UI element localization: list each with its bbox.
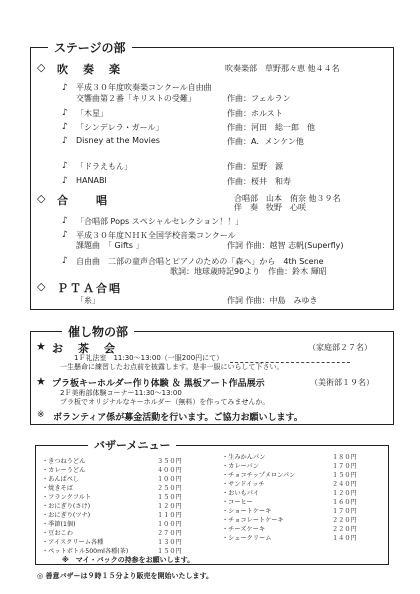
menu-item-price: １５０円 [332,472,357,479]
menu-item-name: ・アイスクリーム各種 [42,539,104,546]
menu-item-price: １６０円 [332,499,357,506]
chorus-performer: 合唱部 山本 侑奈 他３９名 [234,194,341,203]
plaban-schedule: 2Ｆ美術部体験コーナー11:30～13:00 [60,389,182,397]
tea-org: （家庭部２７名） [308,343,372,352]
bazaar-menu-right [222,452,372,542]
menu-item-price: １７０円 [332,508,357,515]
chorus-piece-title: 平成３０年度ＮＨＫ全国学校音楽コンクール [76,231,236,240]
menu-item-price: ２２０円 [332,526,357,533]
chorus-mark-icon: ◇ [37,192,48,205]
menu-item [222,506,372,515]
volunteer-text: ボランティア係が募金活動を行います。ご協力お願いします。 [53,413,303,423]
star-icon: ★ [36,340,48,353]
brass-piece-title: HANABI [76,176,107,185]
menu-item [222,497,372,506]
menu-item [222,515,372,524]
menu-item-name: ・チョコチップメロンパン [222,472,296,479]
menu-item-name: ・季節(1個) [42,521,76,528]
menu-item [222,488,372,497]
menu-item-name: ・シュークリーム [222,535,272,542]
brass-piece-composer: 作曲：フェルラン [227,94,291,103]
menu-item [42,465,192,474]
menu-item-price: ３５０円 [157,458,182,465]
menu-item-name: ・ペットボトル500ml各種(茶) [42,548,129,555]
menu-item-price: １００円 [157,521,182,528]
menu-item-name: ・サンドイッチ [222,481,265,488]
brass-mark-icon: ◇ [37,61,48,74]
music-note-icon: ♪ [62,122,68,132]
menu-item [42,519,192,528]
menu-item-price: １２０円 [332,490,357,497]
brass-piece-composer: 作曲：河田 総一郎 他 [227,123,315,132]
menu-item [42,528,192,537]
music-note-icon: ♪ [62,108,68,118]
music-note-icon: ♪ [62,136,68,146]
menu-item-name: ・チョコレートケーキ [222,517,284,524]
menu-item-price: １２０円 [157,503,182,510]
bazaar-menu-left [42,456,192,555]
menu-item [222,452,372,461]
menu-item-name: ・おいもパイ [222,490,260,497]
menu-item [42,510,192,519]
pta-piece-title: 「糸」 [76,296,100,305]
menu-item-name: ・きつねうどん [42,458,86,465]
menu-item [222,524,372,533]
menu-item [42,501,192,510]
menu-item [222,470,372,479]
plaban-org: （美術部１９名） [310,378,374,387]
chorus-heading: 合 唱 [57,194,109,207]
menu-item-name: ・チーズケーキ [222,526,266,533]
bazaar-note: ※ マイ・バックの持参をお願いします。 [62,556,195,564]
menu-item-price: ２４０円 [332,481,357,488]
menu-item-price: ４００円 [157,467,182,474]
menu-item-price: １５０円 [157,494,182,501]
brass-piece-title: 「木星」 [76,109,108,118]
menu-item [222,533,372,542]
menu-item-price: １８０円 [332,454,357,461]
plaban-description: プラ板でオリジナルなキーホルダー（無料）を作ってみませんか。 [60,398,270,406]
brass-piece-composer: 作曲：ホルスト [227,109,283,118]
menu-item [42,456,192,465]
menu-item-price: ２７０円 [157,530,182,537]
stage-section-title: ステージの部 [48,39,132,56]
brass-piece-title: 「シンデレラ・ガール」 [76,123,164,132]
chorus-piece-title: 自由曲 二部の童声合唱とピアノのための「森へ」から 4th Scene [76,257,324,266]
music-note-icon: ♪ [62,176,68,186]
menu-item-price: ２５０円 [157,485,182,492]
brass-piece-title: 平成３０年度吹奏楽コンクール自由曲 [76,83,212,92]
chorus-piece-title: 「合唱部 Pops スペシャルセレクション！！」 [76,217,244,226]
menu-item-name: ・焼きそば [42,485,73,492]
brass-piece-composer: 作曲：星野 源 [227,162,283,171]
menu-item-name: ・フランクフルト [42,494,92,501]
music-note-icon: ♪ [62,161,68,171]
star-icon: ★ [36,375,48,388]
tea-description: 一生懸命に練習したお点前を披露します。是非一服にいらして下さい。 [60,363,284,371]
menu-item-name: ・カレーパン [222,463,259,470]
music-note-icon: ♪ [62,216,68,226]
chorus-piece-composer: 作詞 作曲：越智 志帆(Superfly) [227,241,344,250]
menu-item [222,479,372,488]
menu-item [42,492,192,501]
plaban-heading: プラ板キーホルダー作り体験 ＆ 黒板アート作品展示 [52,379,265,389]
menu-item-name: ・豆おこわ [42,530,73,537]
brass-piece-title: Disney at the Movies [76,136,160,145]
music-note-icon: ♪ [62,83,68,93]
bazaar-footer: ◎ 善意バザーは９時１５分より販売を開始いたします。 [37,572,213,580]
menu-item-price: ２２０円 [332,517,357,524]
note-mark-icon: ※ [37,410,45,420]
menu-item [222,461,372,470]
events-section-title: 催し物の部 [62,323,134,340]
brass-performer: 吹奏楽部 草野那々恵 他４４名 [225,64,340,73]
menu-item-name: ・おにぎり(ツナ) [42,512,91,519]
menu-item [42,483,192,492]
menu-item-name: ・カレーうどん [42,467,86,474]
menu-item-name: ・ショートケーキ [222,508,272,515]
menu-item [42,537,192,546]
tea-heading: お 茶 会 [52,342,117,355]
pta-piece-composer: 作詞 作曲：中島 みゆき [227,296,318,305]
pta-heading: ＰＴＡ合唱 [57,282,122,295]
pta-mark-icon: ◇ [37,280,48,293]
menu-item-name: ・おにぎり(さけ) [42,503,91,510]
divider [230,362,350,363]
chorus-piece-title: 歌詞：地球歳時記90より 作曲：鈴木 輝昭 [170,267,327,276]
menu-item-price: １１０円 [157,512,182,519]
menu-item-price: １５０円 [157,548,182,555]
brass-piece-composer: 作曲：A．メンケン他 [227,137,304,146]
menu-item-price: １３０円 [157,539,182,546]
menu-item [42,546,192,555]
menu-item-name: ・生みかんパン [222,454,266,461]
tea-schedule: 1Ｆ礼法室 11:30～13:00（一服200円にて） [74,354,224,362]
brass-heading: 吹 奏 楽 [57,63,122,76]
menu-item-price: １４０円 [332,535,357,542]
menu-item [42,474,192,483]
music-note-icon: ♪ [62,256,68,266]
brass-piece-composer: 作曲：桜井 和寿 [227,177,291,186]
menu-item-price: １７０円 [332,463,357,470]
chorus-accompanist: 伴 奏 牧野 心咲 [234,203,306,212]
music-note-icon: ♪ [62,230,68,240]
menu-item-name: ・コーヒー [222,499,253,506]
bazaar-section-title: バザーメニュー [88,437,176,453]
chorus-piece-title: 課題曲 「 Gifts 」 [76,241,144,250]
menu-item-price: １００円 [157,476,182,483]
menu-item-name: ・あんぱぺし [42,476,80,483]
brass-piece-title: 交響曲第２番「キリストの受難」 [76,94,196,103]
brass-piece-title: 「ドラえもん」 [76,162,132,171]
